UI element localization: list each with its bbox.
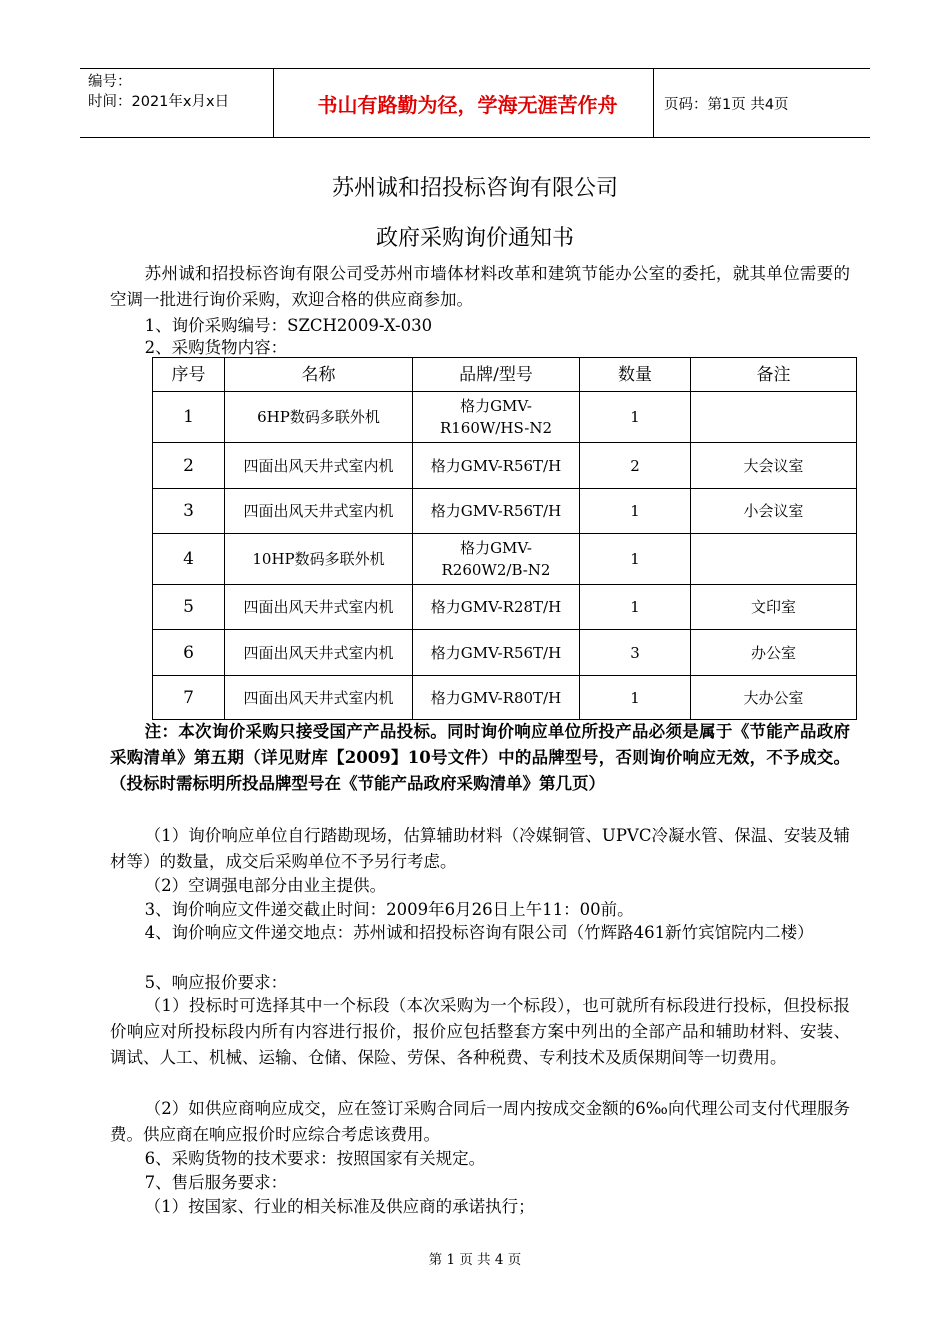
cell-name: 四面出风天井式室内机 [225,585,413,630]
cell-model: 格力GMV-R80T/H [413,676,580,720]
item-7: 7、售后服务要求： [144,1173,288,1192]
table-row [153,443,857,489]
cell-model: 格力GMV-R56T/H [413,630,580,676]
cell-note: 大办公室 [691,676,857,720]
cell-qty: 1 [580,489,691,534]
cell-name: 6HP数码多联外机 [225,392,413,443]
cell-model: 格力GMV-R28T/H [413,585,580,630]
cell-qty: 1 [580,585,691,630]
company-title: 苏州诚和招投标咨询有限公司 [331,176,618,201]
header-page-label: 页码：第1页 共4页 [664,96,789,113]
header-divider [653,69,654,137]
header-divider [273,69,274,137]
cell-seq: 1 [153,392,225,443]
col-header-name: 名称 [225,358,413,392]
col-header-note: 备注 [691,358,857,392]
sub-item-1: （1）询价响应单位自行踏勘现场，估算辅助材料（冷媒铜管、UPVC冷凝水管、保温、安装及辅材等）的数量，成交后采购单位不予另行考虑。 [110,826,850,871]
cell-qty: 3 [580,630,691,676]
table-row [153,392,857,443]
number-label: 编号： [88,74,132,90]
page-header [80,68,870,138]
sub-item-2: （2）空调强电部分由业主提供。 [144,876,387,895]
table-row [153,676,857,720]
cell-name: 四面出风天井式室内机 [225,443,413,489]
goods-table [152,357,857,720]
cell-qty: 1 [580,392,691,443]
table-header-row [153,358,857,392]
note-paragraph: 注：本次询价采购只接受国产产品投标。同时询价响应单位所投产品必须是属于《节能产品政府采购清单》第五期（详见财库【2009】10号文件）中的品牌型号，否则询价响应无效，不予成交。（投标时需标明所投品牌型号在《节能产品政府采购清单》第几页） [110,722,850,793]
cell-model: 格力GMV-R56T/H [413,489,580,534]
col-header-model: 品牌/型号 [413,358,580,392]
cell-name: 四面出风天井式室内机 [225,489,413,534]
cell-model: 格力GMV-R160W/HS-N2 [413,392,580,443]
header-motto: 书山有路勤为径，学海无涯苦作舟 [317,92,618,117]
sub-item-5-1: （1）投标时可选择其中一个标段（本次采购为一个标段），也可就所有标段进行投标，但投标报价响应对所投标段内所有内容进行报价，报价应包括整套方案中列出的全部产品和辅助材料、安装、调试、人工、机械、运输、仓储、保险、劳保、各种税费、专利技术及质保期间等一切费用。 [110,996,850,1067]
cell-name: 10HP数码多联外机 [225,534,413,585]
cell-seq: 5 [153,585,225,630]
item-4: 4、询价响应文件递交地点：苏州诚和招投标咨询有限公司（竹辉路461新竹宾馆院内二楼） [144,923,814,942]
col-header-seq: 序号 [153,358,225,392]
page-footer: 第 1 页 共 4 页 [428,1252,522,1268]
cell-seq: 7 [153,676,225,720]
cell-seq: 4 [153,534,225,585]
item-6: 6、采购货物的技术要求：按照国家有关规定。 [144,1149,486,1168]
cell-model: 格力GMV-R56T/H [413,443,580,489]
cell-name: 四面出风天井式室内机 [225,676,413,720]
cell-name: 四面出风天井式室内机 [225,630,413,676]
cell-qty: 2 [580,443,691,489]
sub-item-7-1: （1）按国家、行业的相关标准及供应商的承诺执行； [144,1197,535,1216]
cell-note: 办公室 [691,630,857,676]
item-3: 3、询价响应文件递交截止时间：2009年6月26日上午11：00前。 [144,900,634,919]
document-title: 政府采购询价通知书 [375,226,574,251]
cell-note: 文印室 [691,585,857,630]
cell-seq: 3 [153,489,225,534]
col-header-qty: 数量 [580,358,691,392]
item-1: 1、询价采购编号：SZCH2009-X-030 [144,316,433,335]
cell-seq: 2 [153,443,225,489]
cell-qty: 1 [580,676,691,720]
item-5: 5、响应报价要求： [144,973,288,992]
table-row [153,534,857,585]
header-meta [88,72,273,112]
cell-model: 格力GMV-R260W2/B-N2 [413,534,580,585]
cell-note [691,534,857,585]
item-2: 2、采购货物内容： [144,338,288,357]
cell-note: 小会议室 [691,489,857,534]
cell-note [691,392,857,443]
table-row [153,630,857,676]
table-row [153,489,857,534]
cell-seq: 6 [153,630,225,676]
intro-paragraph: 苏州诚和招投标咨询有限公司受苏州市墙体材料改革和建筑节能办公室的委托，就其单位需要的空调一批进行询价采购，欢迎合格的供应商参加。 [110,264,850,309]
cell-qty: 1 [580,534,691,585]
table-row [153,585,857,630]
cell-note: 大会议室 [691,443,857,489]
sub-item-5-2: （2）如供应商响应成交，应在签订采购合同后一周内按成交金额的6‰向代理公司支付代理服务费。供应商在响应报价时应综合考虑该费用。 [110,1099,850,1144]
time-label: 时间：2021年x月x日 [88,94,230,110]
